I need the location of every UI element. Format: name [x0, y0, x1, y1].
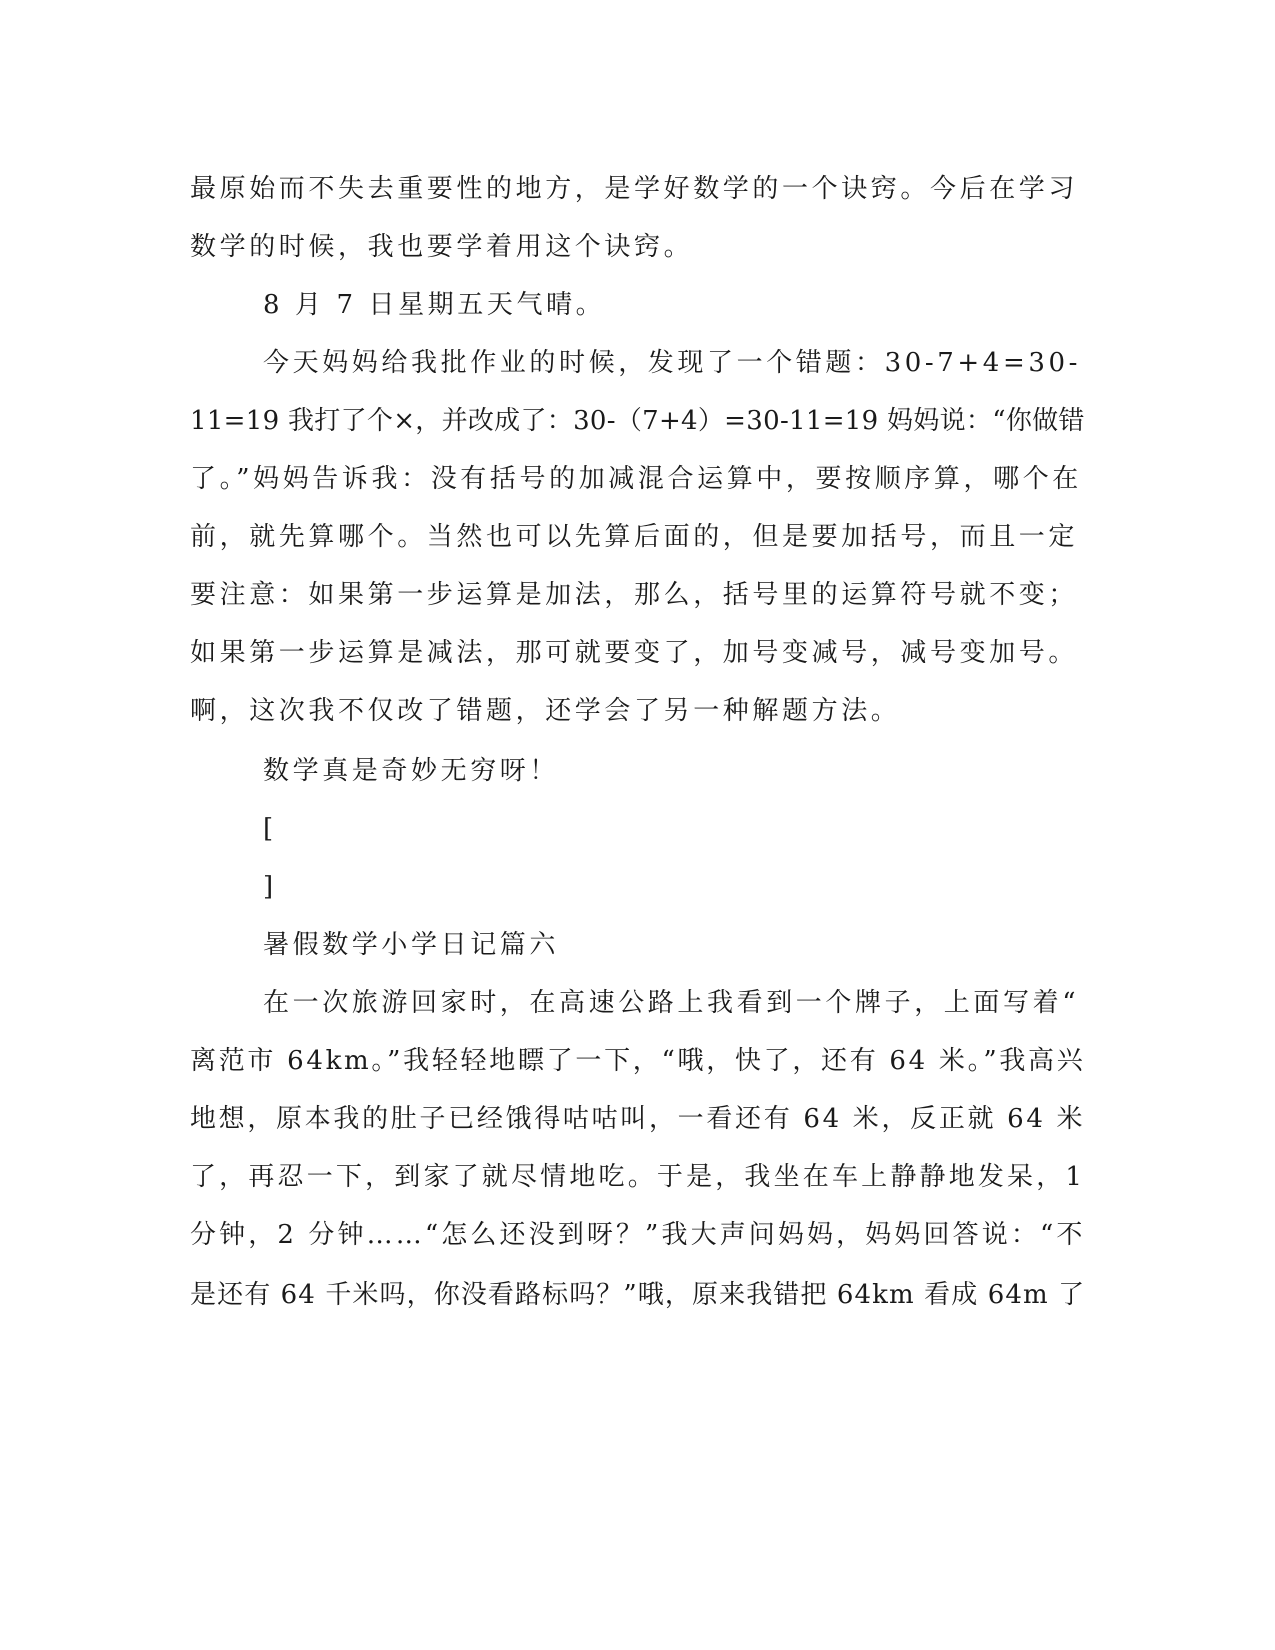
- text-line: 数学真是奇妙无穷呀！: [263, 756, 560, 786]
- text-line: 啊，这次我不仅改了错题，还学会了另一种解题方法。: [190, 696, 901, 726]
- text-line: 前，就先算哪个。当然也可以先算后面的，但是要加括号，而且一定: [190, 522, 1079, 552]
- text-line: 如果第一步运算是减法，那可就要变了，加号变减号，减号变加号。: [190, 638, 1079, 668]
- text-line: 分钟，2 分钟……“怎么还没到呀？”我大声问妈妈，妈妈回答说：“不: [190, 1220, 1086, 1250]
- text-line: 是还有 64 千米吗，你没看路标吗？”哦，原来我错把 64km 看成 64m 了: [190, 1280, 1086, 1310]
- text-line: 了，再忍一下，到家了就尽情地吃。于是，我坐在车上静静地发呆，1: [190, 1162, 1086, 1192]
- section-title: 暑假数学小学日记篇六: [263, 930, 560, 960]
- text-line: 数学的时候，我也要学着用这个诀窍。: [190, 232, 694, 262]
- text-line: 了。”妈妈告诉我：没有括号的加减混合运算中，要按顺序算，哪个在: [190, 464, 1082, 494]
- text-line: 离范市 64km。”我轻轻地瞟了一下，“哦，快了，还有 64 米。”我高兴: [190, 1046, 1086, 1076]
- text-line: 今天妈妈给我批作业的时候，发现了一个错题：30-7+4=30-: [263, 348, 1081, 378]
- text-line: 在一次旅游回家时，在高速公路上我看到一个牌子，上面写着“: [263, 988, 1080, 1018]
- close-bracket: ]: [263, 872, 277, 902]
- text-line: 11=19 我打了个×，并改成了：30-（7+4）=30-11=19 妈妈说：“你做错: [190, 406, 1085, 436]
- text-line: 地想，原本我的肚子已经饿得咕咕叫，一看还有 64 米，反正就 64 米: [190, 1104, 1086, 1134]
- open-bracket: [: [263, 814, 277, 844]
- text-line: 要注意：如果第一步运算是加法，那么，括号里的运算符号就不变；: [190, 580, 1079, 610]
- date-line: 8 月 7 日星期五天气晴。: [263, 290, 606, 320]
- text-line: 最原始而不失去重要性的地方，是学好数学的一个诀窍。今后在学习: [190, 174, 1079, 204]
